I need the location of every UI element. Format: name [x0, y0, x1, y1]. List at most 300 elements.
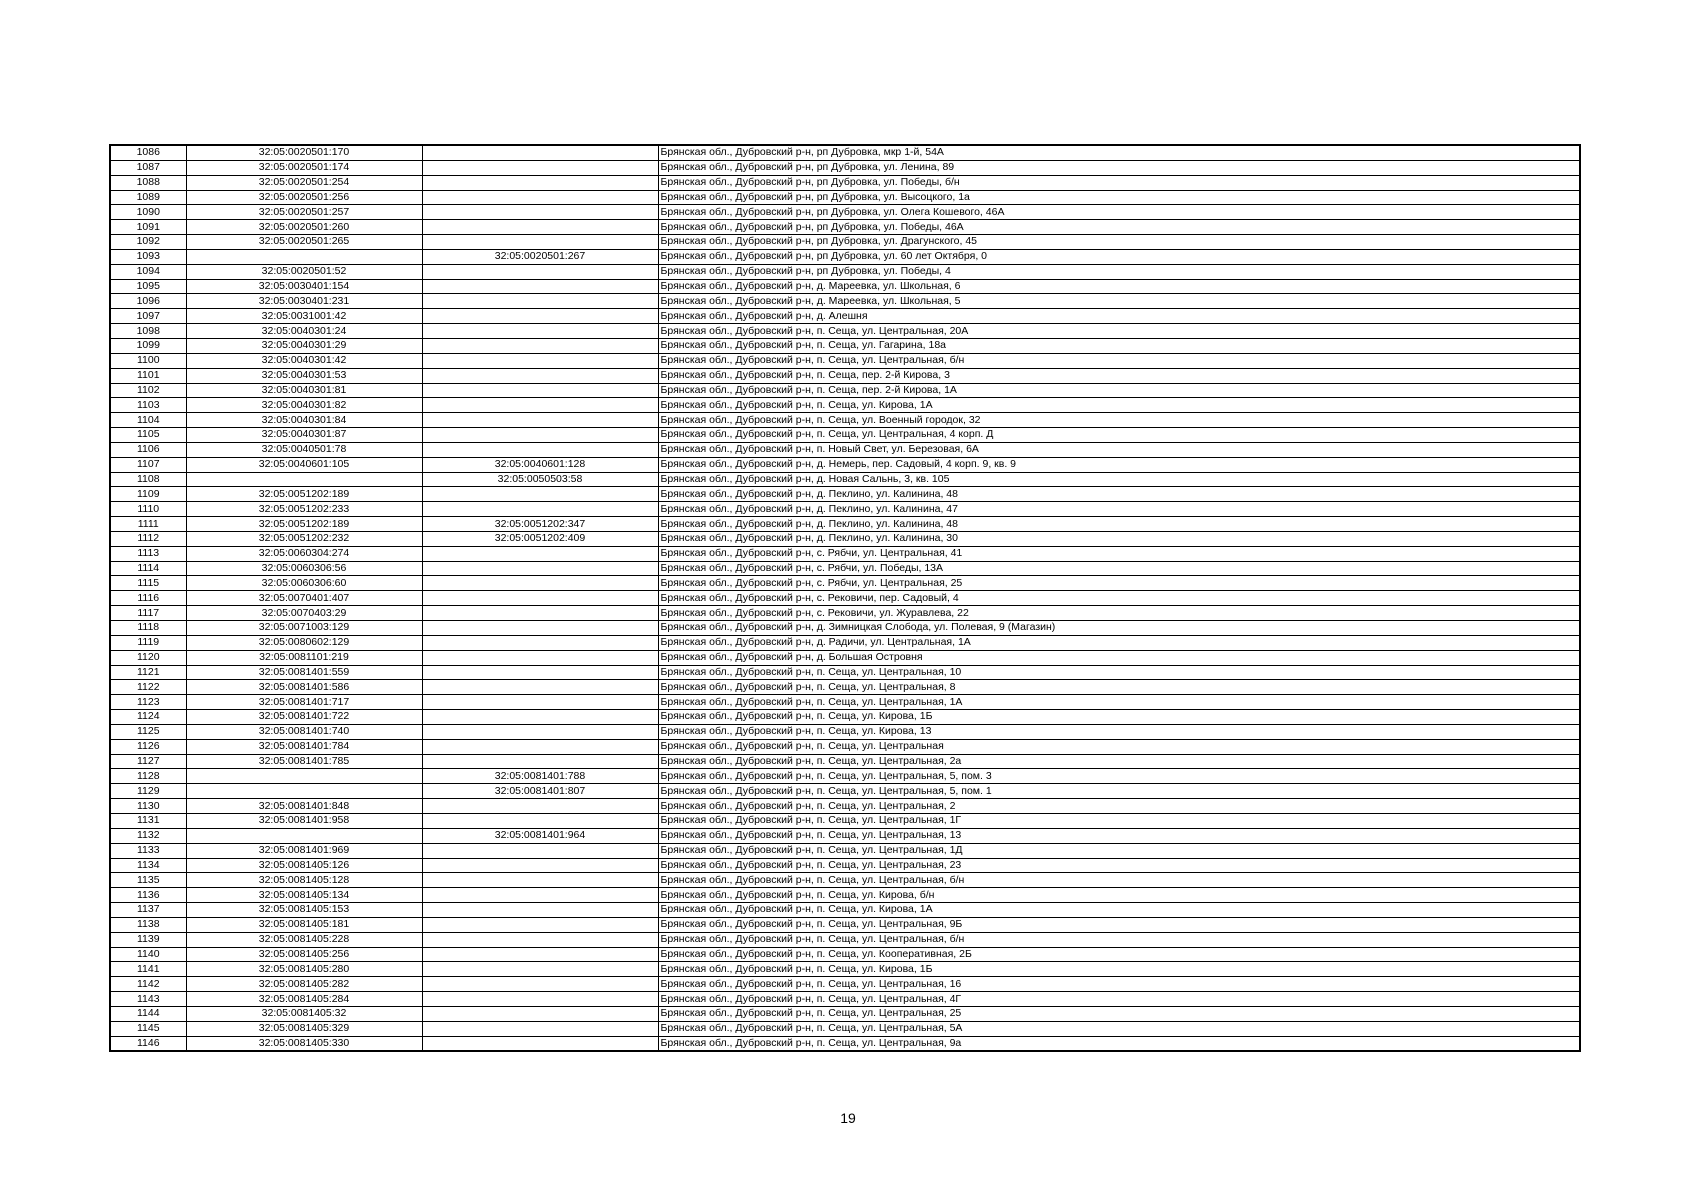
address-cell: Брянская обл., Дубровский р-н, п. Сеща, пер. 2-й Кирова, 1А [658, 383, 1580, 398]
table-row [110, 249, 1580, 264]
row-number-cell: 1101 [110, 368, 186, 383]
address-cell: Брянская обл., Дубровский р-н, д. Мареевка, ул. Школьная, 6 [658, 279, 1580, 294]
row-number-cell: 1135 [110, 873, 186, 888]
row-number-cell: 1107 [110, 457, 186, 472]
table-row [110, 472, 1580, 487]
address-cell: Брянская обл., Дубровский р-н, п. Сеща, ул. Центральная, 10 [658, 665, 1580, 680]
row-number-cell: 1125 [110, 724, 186, 739]
secondary-cadastral-number-cell [422, 799, 658, 814]
cadastral-number-cell: 32:05:0051202:189 [186, 517, 422, 532]
address-cell: Брянская обл., Дубровский р-н, д. Пеклино, ул. Калинина, 48 [658, 487, 1580, 502]
row-number-cell: 1127 [110, 754, 186, 769]
row-number-cell: 1139 [110, 932, 186, 947]
address-cell: Брянская обл., Дубровский р-н, рп Дубровка, ул. Ленина, 89 [658, 160, 1580, 175]
table-row [110, 502, 1580, 517]
address-cell: Брянская обл., Дубровский р-н, п. Сеща, ул. Центральная, 5, пом. 3 [658, 769, 1580, 784]
address-cell: Брянская обл., Дубровский р-н, рп Дубровка, ул. Олега Кошевого, 46А [658, 205, 1580, 220]
table-row [110, 264, 1580, 279]
address-cell: Брянская обл., Дубровский р-н, д. Пеклино, ул. Калинина, 30 [658, 531, 1580, 546]
secondary-cadastral-number-cell [422, 903, 658, 918]
row-number-cell: 1146 [110, 1036, 186, 1051]
secondary-cadastral-number-cell [422, 1021, 658, 1036]
address-cell: Брянская обл., Дубровский р-н, рп Дубровка, ул. 60 лет Октября, 0 [658, 249, 1580, 264]
secondary-cadastral-number-cell [422, 635, 658, 650]
table-row [110, 175, 1580, 190]
table-row [110, 710, 1580, 725]
cadastral-number-cell: 32:05:0081401:785 [186, 754, 422, 769]
secondary-cadastral-number-cell [422, 235, 658, 250]
secondary-cadastral-number-cell [422, 561, 658, 576]
secondary-cadastral-number-cell [422, 220, 658, 235]
address-cell: Брянская обл., Дубровский р-н, п. Сеща, ул. Центральная, б/н [658, 873, 1580, 888]
secondary-cadastral-number-cell: 32:05:0040601:128 [422, 457, 658, 472]
secondary-cadastral-number-cell [422, 606, 658, 621]
row-number-cell: 1141 [110, 962, 186, 977]
cadastral-number-cell: 32:05:0081101:219 [186, 650, 422, 665]
cadastral-number-cell: 32:05:0060306:60 [186, 576, 422, 591]
secondary-cadastral-number-cell [422, 175, 658, 190]
row-number-cell: 1131 [110, 813, 186, 828]
address-cell: Брянская обл., Дубровский р-н, п. Сеща, ул. Центральная, 4Г [658, 992, 1580, 1007]
cadastral-number-cell: 32:05:0081405:32 [186, 1006, 422, 1021]
cadastral-number-cell: 32:05:0081401:740 [186, 724, 422, 739]
table-row [110, 442, 1580, 457]
cadastral-number-cell: 32:05:0040301:87 [186, 428, 422, 443]
row-number-cell: 1095 [110, 279, 186, 294]
row-number-cell: 1106 [110, 442, 186, 457]
cadastral-number-cell: 32:05:0081405:153 [186, 903, 422, 918]
row-number-cell: 1133 [110, 843, 186, 858]
row-number-cell: 1145 [110, 1021, 186, 1036]
cadastral-number-cell: 32:05:0040301:81 [186, 383, 422, 398]
secondary-cadastral-number-cell [422, 160, 658, 175]
row-number-cell: 1124 [110, 710, 186, 725]
address-cell: Брянская обл., Дубровский р-н, п. Сеща, ул. Центральная, 9Б [658, 917, 1580, 932]
table-row [110, 309, 1580, 324]
row-number-cell: 1136 [110, 888, 186, 903]
secondary-cadastral-number-cell: 32:05:0050503:58 [422, 472, 658, 487]
table-row [110, 1021, 1580, 1036]
secondary-cadastral-number-cell [422, 576, 658, 591]
row-number-cell: 1117 [110, 606, 186, 621]
row-number-cell: 1138 [110, 917, 186, 932]
address-cell: Брянская обл., Дубровский р-н, п. Сеща, ул. Центральная, 4 корп. Д [658, 428, 1580, 443]
address-cell: Брянская обл., Дубровский р-н, д. Немерь, пер. Садовый, 4 корп. 9, кв. 9 [658, 457, 1580, 472]
cadastral-number-cell: 32:05:0030401:154 [186, 279, 422, 294]
table-row [110, 621, 1580, 636]
table-row [110, 205, 1580, 220]
table-row [110, 903, 1580, 918]
address-cell: Брянская обл., Дубровский р-н, с. Рековичи, ул. Журавлева, 22 [658, 606, 1580, 621]
address-cell: Брянская обл., Дубровский р-н, п. Сеща, ул. Кирова, 1А [658, 398, 1580, 413]
secondary-cadastral-number-cell [422, 917, 658, 932]
row-number-cell: 1086 [110, 145, 186, 160]
address-cell: Брянская обл., Дубровский р-н, п. Сеща, ул. Центральная, б/н [658, 353, 1580, 368]
cadastral-number-cell: 32:05:0040601:105 [186, 457, 422, 472]
table-row [110, 324, 1580, 339]
table-row [110, 784, 1580, 799]
cadastral-number-cell: 32:05:0080602:129 [186, 635, 422, 650]
cadastral-number-cell [186, 769, 422, 784]
address-cell: Брянская обл., Дубровский р-н, д. Зимницкая Слобода, ул. Полевая, 9 (Магазин) [658, 621, 1580, 636]
row-number-cell: 1110 [110, 502, 186, 517]
cadastral-number-cell: 32:05:0081405:228 [186, 932, 422, 947]
cadastral-number-cell: 32:05:0020501:174 [186, 160, 422, 175]
secondary-cadastral-number-cell [422, 279, 658, 294]
address-cell: Брянская обл., Дубровский р-н, с. Рябчи, ул. Центральная, 25 [658, 576, 1580, 591]
address-cell: Брянская обл., Дубровский р-н, д. Большая Островня [658, 650, 1580, 665]
cadastral-number-cell: 32:05:0081405:128 [186, 873, 422, 888]
address-cell: Брянская обл., Дубровский р-н, п. Сеща, ул. Центральная, 1Г [658, 813, 1580, 828]
address-cell: Брянская обл., Дубровский р-н, п. Сеща, ул. Центральная, 8 [658, 680, 1580, 695]
secondary-cadastral-number-cell: 32:05:0081401:788 [422, 769, 658, 784]
cadastral-number-cell: 32:05:0081405:282 [186, 977, 422, 992]
row-number-cell: 1112 [110, 531, 186, 546]
row-number-cell: 1128 [110, 769, 186, 784]
secondary-cadastral-number-cell [422, 932, 658, 947]
address-cell: Брянская обл., Дубровский р-н, п. Сеща, ул. Центральная, 9а [658, 1036, 1580, 1051]
cadastral-number-cell: 32:05:0040301:24 [186, 324, 422, 339]
cadastral-number-cell: 32:05:0081401:717 [186, 695, 422, 710]
table-row [110, 858, 1580, 873]
table-row [110, 531, 1580, 546]
address-cell: Брянская обл., Дубровский р-н, п. Сеща, пер. 2-й Кирова, 3 [658, 368, 1580, 383]
table-row [110, 680, 1580, 695]
cadastral-number-cell [186, 784, 422, 799]
row-number-cell: 1134 [110, 858, 186, 873]
secondary-cadastral-number-cell [422, 992, 658, 1007]
table-row [110, 338, 1580, 353]
row-number-cell: 1104 [110, 413, 186, 428]
table-row [110, 739, 1580, 754]
row-number-cell: 1094 [110, 264, 186, 279]
address-cell: Брянская обл., Дубровский р-н, рп Дубровка, ул. Победы, б/н [658, 175, 1580, 190]
secondary-cadastral-number-cell [422, 1036, 658, 1051]
cadastral-number-cell: 32:05:0071003:129 [186, 621, 422, 636]
secondary-cadastral-number-cell: 32:05:0051202:409 [422, 531, 658, 546]
table-row [110, 294, 1580, 309]
cadastral-number-cell: 32:05:0060306:56 [186, 561, 422, 576]
secondary-cadastral-number-cell [422, 546, 658, 561]
cadastral-number-cell: 32:05:0020501:254 [186, 175, 422, 190]
table-row [110, 724, 1580, 739]
address-cell: Брянская обл., Дубровский р-н, п. Сеща, ул. Центральная [658, 739, 1580, 754]
cadastral-number-cell: 32:05:0081405:256 [186, 947, 422, 962]
secondary-cadastral-number-cell [422, 190, 658, 205]
cadastral-number-cell: 32:05:0081401:559 [186, 665, 422, 680]
secondary-cadastral-number-cell [422, 888, 658, 903]
secondary-cadastral-number-cell [422, 145, 658, 160]
address-cell: Брянская обл., Дубровский р-н, п. Сеща, ул. Центральная, 16 [658, 977, 1580, 992]
row-number-cell: 1113 [110, 546, 186, 561]
cadastral-number-cell: 32:05:0020501:170 [186, 145, 422, 160]
cadastral-number-cell: 32:05:0081401:969 [186, 843, 422, 858]
secondary-cadastral-number-cell [422, 977, 658, 992]
cadastral-number-cell: 32:05:0020501:260 [186, 220, 422, 235]
secondary-cadastral-number-cell: 32:05:0081401:807 [422, 784, 658, 799]
cadastral-number-cell: 32:05:0020501:256 [186, 190, 422, 205]
cadastral-number-cell: 32:05:0081401:722 [186, 710, 422, 725]
table-row [110, 695, 1580, 710]
address-cell: Брянская обл., Дубровский р-н, д. Новая Сальнь, 3, кв. 105 [658, 472, 1580, 487]
row-number-cell: 1129 [110, 784, 186, 799]
row-number-cell: 1121 [110, 665, 186, 680]
table-row [110, 962, 1580, 977]
secondary-cadastral-number-cell [422, 1006, 658, 1021]
address-cell: Брянская обл., Дубровский р-н, д. Мареевка, ул. Школьная, 5 [658, 294, 1580, 309]
cadastral-number-cell: 32:05:0040301:53 [186, 368, 422, 383]
address-cell: Брянская обл., Дубровский р-н, с. Рековичи, пер. Садовый, 4 [658, 591, 1580, 606]
row-number-cell: 1105 [110, 428, 186, 443]
cadastral-number-cell: 32:05:0040301:29 [186, 338, 422, 353]
table-row [110, 457, 1580, 472]
row-number-cell: 1115 [110, 576, 186, 591]
address-cell: Брянская обл., Дубровский р-н, п. Новый Свет, ул. Березовая, 6А [658, 442, 1580, 457]
row-number-cell: 1132 [110, 828, 186, 843]
cadastral-number-cell: 32:05:0070401:407 [186, 591, 422, 606]
table-row [110, 932, 1580, 947]
table-row [110, 413, 1580, 428]
cadastral-number-cell: 32:05:0081401:586 [186, 680, 422, 695]
registry-table-body [110, 145, 1580, 1051]
row-number-cell: 1096 [110, 294, 186, 309]
table-row [110, 368, 1580, 383]
address-cell: Брянская обл., Дубровский р-н, п. Сеща, ул. Кооперативная, 2Б [658, 947, 1580, 962]
row-number-cell: 1088 [110, 175, 186, 190]
cadastral-number-cell: 32:05:0020501:52 [186, 264, 422, 279]
address-cell: Брянская обл., Дубровский р-н, п. Сеща, ул. Центральная, 1Д [658, 843, 1580, 858]
table-row [110, 353, 1580, 368]
address-cell: Брянская обл., Дубровский р-н, п. Сеща, ул. Центральная, 13 [658, 828, 1580, 843]
row-number-cell: 1103 [110, 398, 186, 413]
row-number-cell: 1122 [110, 680, 186, 695]
secondary-cadastral-number-cell [422, 383, 658, 398]
cadastral-number-cell: 32:05:0060304:274 [186, 546, 422, 561]
secondary-cadastral-number-cell [422, 264, 658, 279]
secondary-cadastral-number-cell [422, 813, 658, 828]
table-row [110, 843, 1580, 858]
row-number-cell: 1120 [110, 650, 186, 665]
row-number-cell: 1109 [110, 487, 186, 502]
secondary-cadastral-number-cell [422, 502, 658, 517]
address-cell: Брянская обл., Дубровский р-н, п. Сеща, ул. Центральная, 5, пом. 1 [658, 784, 1580, 799]
secondary-cadastral-number-cell [422, 338, 658, 353]
address-cell: Брянская обл., Дубровский р-н, п. Сеща, ул. Центральная, 2 [658, 799, 1580, 814]
row-number-cell: 1097 [110, 309, 186, 324]
secondary-cadastral-number-cell [422, 754, 658, 769]
address-cell: Брянская обл., Дубровский р-н, п. Сеща, ул. Кирова, 1Б [658, 962, 1580, 977]
secondary-cadastral-number-cell [422, 487, 658, 502]
address-cell: Брянская обл., Дубровский р-н, рп Дубровка, ул. Победы, 46А [658, 220, 1580, 235]
row-number-cell: 1143 [110, 992, 186, 1007]
table-row [110, 487, 1580, 502]
table-row [110, 546, 1580, 561]
row-number-cell: 1130 [110, 799, 186, 814]
table-row [110, 383, 1580, 398]
cadastral-number-cell [186, 472, 422, 487]
address-cell: Брянская обл., Дубровский р-н, рп Дубровка, ул. Высоцкого, 1а [658, 190, 1580, 205]
table-row [110, 799, 1580, 814]
address-cell: Брянская обл., Дубровский р-н, п. Сеща, ул. Военный городок, 32 [658, 413, 1580, 428]
secondary-cadastral-number-cell [422, 368, 658, 383]
table-row [110, 873, 1580, 888]
secondary-cadastral-number-cell [422, 947, 658, 962]
table-row [110, 947, 1580, 962]
cadastral-number-cell: 32:05:0081405:181 [186, 917, 422, 932]
cadastral-number-cell: 32:05:0040301:42 [186, 353, 422, 368]
address-cell: Брянская обл., Дубровский р-н, п. Сеща, ул. Кирова, б/н [658, 888, 1580, 903]
table-row [110, 769, 1580, 784]
cadastral-number-cell [186, 828, 422, 843]
secondary-cadastral-number-cell: 32:05:0051202:347 [422, 517, 658, 532]
cadastral-number-cell: 32:05:0081405:280 [186, 962, 422, 977]
cadastral-number-cell: 32:05:0020501:257 [186, 205, 422, 220]
row-number-cell: 1093 [110, 249, 186, 264]
address-cell: Брянская обл., Дубровский р-н, д. Пеклино, ул. Калинина, 48 [658, 517, 1580, 532]
address-cell: Брянская обл., Дубровский р-н, п. Сеща, ул. Центральная, 20А [658, 324, 1580, 339]
secondary-cadastral-number-cell [422, 665, 658, 680]
address-cell: Брянская обл., Дубровский р-н, п. Сеща, ул. Кирова, 13 [658, 724, 1580, 739]
row-number-cell: 1090 [110, 205, 186, 220]
table-row [110, 992, 1580, 1007]
cadastral-number-cell: 32:05:0081405:330 [186, 1036, 422, 1051]
property-registry-table [109, 144, 1581, 1052]
secondary-cadastral-number-cell [422, 710, 658, 725]
cadastral-number-cell: 32:05:0030401:231 [186, 294, 422, 309]
secondary-cadastral-number-cell [422, 398, 658, 413]
secondary-cadastral-number-cell [422, 353, 658, 368]
secondary-cadastral-number-cell [422, 591, 658, 606]
secondary-cadastral-number-cell [422, 680, 658, 695]
row-number-cell: 1119 [110, 635, 186, 650]
row-number-cell: 1102 [110, 383, 186, 398]
cadastral-number-cell: 32:05:0081405:284 [186, 992, 422, 1007]
cadastral-number-cell: 32:05:0051202:233 [186, 502, 422, 517]
cadastral-number-cell [186, 249, 422, 264]
secondary-cadastral-number-cell [422, 205, 658, 220]
address-cell: Брянская обл., Дубровский р-н, п. Сеща, ул. Центральная, 23 [658, 858, 1580, 873]
secondary-cadastral-number-cell [422, 309, 658, 324]
table-row [110, 754, 1580, 769]
table-row [110, 665, 1580, 680]
address-cell: Брянская обл., Дубровский р-н, п. Сеща, ул. Центральная, б/н [658, 932, 1580, 947]
address-cell: Брянская обл., Дубровский р-н, д. Пеклино, ул. Калинина, 47 [658, 502, 1580, 517]
cadastral-number-cell: 32:05:0081401:958 [186, 813, 422, 828]
address-cell: Брянская обл., Дубровский р-н, д. Алешня [658, 309, 1580, 324]
row-number-cell: 1087 [110, 160, 186, 175]
address-cell: Брянская обл., Дубровский р-н, п. Сеща, ул. Центральная, 25 [658, 1006, 1580, 1021]
table-row [110, 235, 1580, 250]
cadastral-number-cell: 32:05:0051202:189 [186, 487, 422, 502]
cadastral-number-cell: 32:05:0020501:265 [186, 235, 422, 250]
row-number-cell: 1114 [110, 561, 186, 576]
secondary-cadastral-number-cell [422, 739, 658, 754]
address-cell: Брянская обл., Дубровский р-н, п. Сеща, ул. Центральная, 5А [658, 1021, 1580, 1036]
secondary-cadastral-number-cell [422, 621, 658, 636]
table-row [110, 1006, 1580, 1021]
cadastral-number-cell: 32:05:0040501:78 [186, 442, 422, 457]
table-row [110, 591, 1580, 606]
table-row [110, 576, 1580, 591]
address-cell: Брянская обл., Дубровский р-н, д. Радичи, ул. Центральная, 1А [658, 635, 1580, 650]
table-row [110, 828, 1580, 843]
cadastral-number-cell: 32:05:0081405:329 [186, 1021, 422, 1036]
secondary-cadastral-number-cell [422, 324, 658, 339]
cadastral-number-cell: 32:05:0081401:784 [186, 739, 422, 754]
cadastral-number-cell: 32:05:0081405:126 [186, 858, 422, 873]
table-row [110, 428, 1580, 443]
cadastral-number-cell: 32:05:0040301:82 [186, 398, 422, 413]
secondary-cadastral-number-cell [422, 962, 658, 977]
row-number-cell: 1098 [110, 324, 186, 339]
table-row [110, 398, 1580, 413]
row-number-cell: 1091 [110, 220, 186, 235]
table-row [110, 917, 1580, 932]
row-number-cell: 1100 [110, 353, 186, 368]
cadastral-number-cell: 32:05:0070403:29 [186, 606, 422, 621]
address-cell: Брянская обл., Дубровский р-н, п. Сеща, ул. Кирова, 1Б [658, 710, 1580, 725]
secondary-cadastral-number-cell [422, 695, 658, 710]
row-number-cell: 1123 [110, 695, 186, 710]
address-cell: Брянская обл., Дубровский р-н, рп Дубровка, ул. Драгунского, 45 [658, 235, 1580, 250]
secondary-cadastral-number-cell [422, 650, 658, 665]
cadastral-number-cell: 32:05:0031001:42 [186, 309, 422, 324]
page-number: 19 [840, 1110, 856, 1126]
secondary-cadastral-number-cell [422, 724, 658, 739]
secondary-cadastral-number-cell [422, 442, 658, 457]
table-row [110, 888, 1580, 903]
table-row [110, 1036, 1580, 1051]
cadastral-number-cell: 32:05:0081405:134 [186, 888, 422, 903]
row-number-cell: 1140 [110, 947, 186, 962]
address-cell: Брянская обл., Дубровский р-н, п. Сеща, ул. Центральная, 1А [658, 695, 1580, 710]
secondary-cadastral-number-cell [422, 294, 658, 309]
secondary-cadastral-number-cell [422, 428, 658, 443]
row-number-cell: 1126 [110, 739, 186, 754]
table-row [110, 160, 1580, 175]
table-row [110, 606, 1580, 621]
row-number-cell: 1144 [110, 1006, 186, 1021]
table-row [110, 145, 1580, 160]
table-row [110, 635, 1580, 650]
secondary-cadastral-number-cell [422, 858, 658, 873]
row-number-cell: 1108 [110, 472, 186, 487]
row-number-cell: 1099 [110, 338, 186, 353]
address-cell: Брянская обл., Дубровский р-н, п. Сеща, ул. Центральная, 2а [658, 754, 1580, 769]
row-number-cell: 1111 [110, 517, 186, 532]
secondary-cadastral-number-cell [422, 843, 658, 858]
cadastral-number-cell: 32:05:0040301:84 [186, 413, 422, 428]
secondary-cadastral-number-cell: 32:05:0081401:964 [422, 828, 658, 843]
address-cell: Брянская обл., Дубровский р-н, с. Рябчи, ул. Победы, 13А [658, 561, 1580, 576]
row-number-cell: 1118 [110, 621, 186, 636]
address-cell: Брянская обл., Дубровский р-н, с. Рябчи, ул. Центральная, 41 [658, 546, 1580, 561]
table-row [110, 517, 1580, 532]
table-row [110, 190, 1580, 205]
address-cell: Брянская обл., Дубровский р-н, рп Дубровка, мкр 1-й, 54А [658, 145, 1580, 160]
secondary-cadastral-number-cell: 32:05:0020501:267 [422, 249, 658, 264]
cadastral-number-cell: 32:05:0081401:848 [186, 799, 422, 814]
cadastral-number-cell: 32:05:0051202:232 [186, 531, 422, 546]
row-number-cell: 1089 [110, 190, 186, 205]
table-row [110, 220, 1580, 235]
table-row [110, 561, 1580, 576]
table-row [110, 650, 1580, 665]
table-row [110, 279, 1580, 294]
row-number-cell: 1116 [110, 591, 186, 606]
address-cell: Брянская обл., Дубровский р-н, п. Сеща, ул. Кирова, 1А [658, 903, 1580, 918]
address-cell: Брянская обл., Дубровский р-н, рп Дубровка, ул. Победы, 4 [658, 264, 1580, 279]
